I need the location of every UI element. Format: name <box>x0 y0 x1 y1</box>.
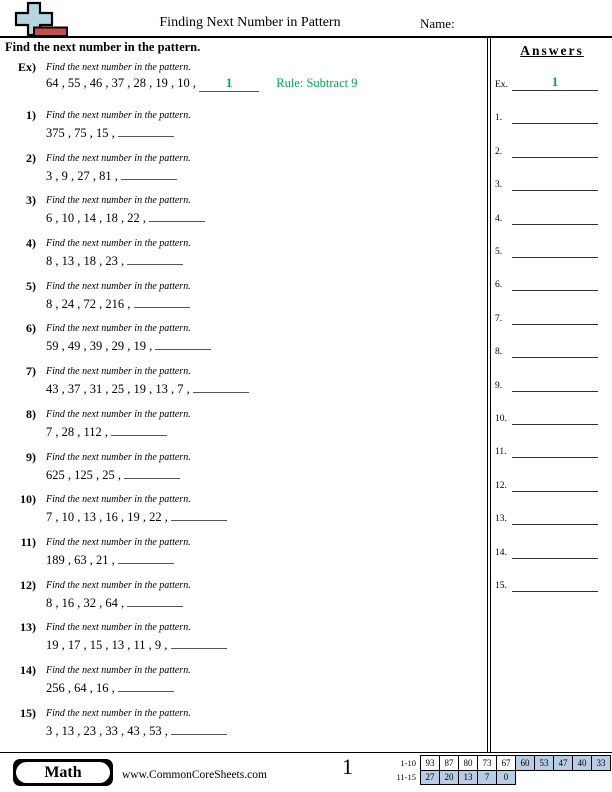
answer-row-label: 13. <box>495 514 507 525</box>
problem-number: 6) <box>26 321 36 336</box>
score-cell: 73 <box>478 756 497 771</box>
problem-item-8 <box>0 407 487 450</box>
example-sequence: 64 , 55 , 46 , 37 , 28 , 19 , 10 , <box>46 76 196 90</box>
problem-prompt: Find the next number in the pattern. <box>46 195 191 207</box>
answer-blank-14[interactable] <box>118 679 174 692</box>
score-cell: 87 <box>440 756 459 771</box>
problem-item-9 <box>0 450 487 493</box>
answer-blank-1[interactable] <box>118 124 174 137</box>
math-badge-label: Math <box>16 762 110 783</box>
answer-row-label: 11. <box>495 447 507 458</box>
answer-row-label: 2. <box>495 146 503 157</box>
problem-prompt: Find the next number in the pattern. <box>46 622 191 634</box>
answer-row-8 <box>495 340 598 358</box>
answer-row-label: 8. <box>495 347 503 358</box>
problem-sequence: 3 , 13 , 23 , 33 , 43 , 53 , <box>46 723 168 738</box>
problem-prompt: Find the next number in the pattern. <box>46 664 191 676</box>
score-row2-label: 11-15 <box>396 772 416 783</box>
score-cell: 20 <box>440 770 459 785</box>
score-cell: 40 <box>573 756 592 771</box>
problem-item-15 <box>0 706 487 749</box>
example-answer-blank[interactable]: 1 <box>199 76 259 92</box>
answer-blank-9[interactable] <box>124 466 180 479</box>
answers-divider <box>487 38 491 752</box>
problem-prompt: Find the next number in the pattern. <box>46 323 191 335</box>
answer-row-5 <box>495 240 598 258</box>
problem-list <box>0 60 487 748</box>
score-cell: 47 <box>554 756 573 771</box>
answer-row-label: 9. <box>495 380 503 391</box>
answer-row-9 <box>495 374 598 392</box>
answer-row-label: 14. <box>495 547 507 558</box>
problems-area <box>0 38 487 752</box>
page-header <box>0 0 612 38</box>
problem-number: 13) <box>20 620 36 635</box>
score-cell: 80 <box>459 756 478 771</box>
answer-row-label: 1. <box>495 113 503 124</box>
problem-sequence: 7 , 10 , 13 , 16 , 19 , 22 , <box>46 510 168 525</box>
page-title: Finding Next Number in Pattern <box>159 15 341 30</box>
problem-number: 15) <box>20 705 36 720</box>
score-cell: 7 <box>478 770 497 785</box>
score-cell: 27 <box>421 770 440 785</box>
answer-blank-8[interactable] <box>111 423 167 436</box>
answer-line-4[interactable] <box>512 207 598 225</box>
answer-line-15[interactable] <box>512 574 598 592</box>
problem-prompt: Find the next number in the pattern. <box>46 707 191 719</box>
problem-item-5 <box>0 279 487 322</box>
answer-row-label: 10. <box>495 414 507 424</box>
answer-row-10 <box>495 407 598 425</box>
answer-row-6 <box>495 273 598 291</box>
score-table <box>386 755 611 785</box>
problem-item-1 <box>0 108 487 151</box>
problem-sequence: 625 , 125 , 25 , <box>46 467 121 482</box>
problem-sequence: 6 , 10 , 14 , 18 , 22 , <box>46 211 146 226</box>
answer-blank-12[interactable] <box>127 594 183 607</box>
answer-row-label: 15. <box>495 581 507 591</box>
instruction-text: Find the next number in the pattern. <box>5 40 201 54</box>
page-number: 1 <box>342 754 353 779</box>
answer-row-label: 5. <box>495 247 503 257</box>
answers-heading: Answers <box>520 43 584 58</box>
problem-prompt: Find the next number in the pattern. <box>46 152 191 164</box>
problem-sequence: 59 , 49 , 39 , 29 , 19 , <box>46 339 153 354</box>
problem-number: 10) <box>20 492 36 507</box>
answer-blank-3[interactable] <box>149 209 205 222</box>
score-cell: 33 <box>592 756 611 771</box>
score-cell: 60 <box>516 756 535 771</box>
problem-item-6 <box>0 321 487 364</box>
problem-number: 7) <box>26 364 36 379</box>
answer-row-label: 4. <box>495 213 503 224</box>
answer-row-7 <box>495 307 598 325</box>
answer-line-3[interactable] <box>512 173 598 191</box>
problem-item-2 <box>0 151 487 194</box>
problem-item-3 <box>0 193 487 236</box>
answer-row-14 <box>495 541 598 559</box>
answer-blank-15[interactable] <box>171 722 227 735</box>
plus-eraser-icon <box>6 1 70 38</box>
website-link[interactable]: www.CommonCoreSheets.com <box>122 769 267 781</box>
problem-prompt: Find the next number in the pattern. <box>46 451 191 463</box>
problem-number: 4) <box>26 236 36 251</box>
problem-number: 5) <box>26 278 36 293</box>
example-rule: Rule: Subtract 9 <box>276 76 358 90</box>
score-cell: 53 <box>535 756 554 771</box>
answer-blank-13[interactable] <box>171 636 227 649</box>
page-footer <box>0 752 612 792</box>
problem-sequence: 8 , 24 , 72 , 216 , <box>46 296 131 311</box>
answer-blank-2[interactable] <box>121 167 177 180</box>
answer-row-11 <box>495 440 598 458</box>
problem-prompt: Find the next number in the pattern. <box>46 110 191 121</box>
answer-line-1[interactable] <box>512 106 598 124</box>
answer-blank-10[interactable] <box>171 508 227 521</box>
answer-row-12 <box>495 474 598 492</box>
problem-item-10 <box>0 492 487 535</box>
name-label: Name: <box>420 16 455 31</box>
answer-line-6[interactable] <box>512 273 598 291</box>
problem-number: 1) <box>26 108 36 122</box>
answer-line-12[interactable] <box>512 474 598 492</box>
math-badge <box>13 759 113 786</box>
answer-row-13 <box>495 507 598 525</box>
answer-line-7[interactable] <box>512 307 598 325</box>
problem-number: 12) <box>20 577 36 592</box>
answer-row-4 <box>495 207 598 225</box>
problem-prompt: Find the next number in the pattern. <box>46 536 191 548</box>
problem-number: 2) <box>26 150 36 165</box>
answer-line-10[interactable] <box>512 407 598 425</box>
score-cell: 0 <box>497 770 516 785</box>
score-cell: 67 <box>497 756 516 771</box>
problem-item-13 <box>0 620 487 663</box>
answer-line-13[interactable] <box>512 507 598 525</box>
answer-row-label: Ex. <box>495 80 508 90</box>
problem-prompt: Find the next number in the pattern. <box>46 366 191 378</box>
problem-item-7 <box>0 364 487 407</box>
answer-line-9[interactable] <box>512 374 598 392</box>
problem-number: 3) <box>26 193 36 208</box>
answer-row-15 <box>495 574 598 592</box>
answer-line-14[interactable] <box>512 541 598 559</box>
score-row1-label: 1-10 <box>400 757 416 768</box>
answer-row-1 <box>495 106 598 124</box>
problem-sequence: 19 , 17 , 15 , 13 , 11 , 9 , <box>46 638 168 653</box>
problem-number: 9) <box>26 449 36 464</box>
answer-row-label: 12. <box>495 480 507 491</box>
answer-line-5[interactable] <box>512 240 598 258</box>
problem-sequence: 256 , 64 , 16 , <box>46 680 115 695</box>
problem-sequence: 189 , 63 , 21 , <box>46 552 115 567</box>
problem-sequence: 375 , 75 , 15 , <box>46 126 115 140</box>
problem-prompt: Find the next number in the pattern. <box>46 408 191 420</box>
problem-sequence: 8 , 13 , 18 , 23 , <box>46 254 125 269</box>
answer-row-2 <box>495 140 598 158</box>
answer-line-8[interactable] <box>512 340 598 358</box>
answer-row-ex <box>495 73 598 91</box>
problem-item-14 <box>0 663 487 706</box>
problem-sequence: 7 , 28 , 112 , <box>46 424 109 439</box>
answer-blank-5[interactable] <box>134 295 190 308</box>
problem-sequence: 43 , 37 , 31 , 25 , 19 , 13 , 7 , <box>46 382 190 397</box>
problem-prompt: Find the next number in the pattern. <box>46 579 191 591</box>
answer-row-label: 6. <box>495 280 503 291</box>
problem-number: 14) <box>20 662 36 677</box>
answer-blank-4[interactable] <box>127 252 183 265</box>
example-item <box>0 60 487 108</box>
problem-prompt: Find the next number in the pattern. <box>46 238 191 250</box>
problem-sequence: 8 , 16 , 32 , 64 , <box>46 595 125 610</box>
answer-line-ex[interactable]: 1 <box>512 73 598 91</box>
problem-item-12 <box>0 578 487 621</box>
problem-sequence: 3 , 9 , 27 , 81 , <box>46 168 118 183</box>
answer-row-label: 3. <box>495 180 503 191</box>
score-cell: 93 <box>421 756 440 771</box>
answer-line-2[interactable] <box>512 140 598 158</box>
answers-panel <box>492 38 612 752</box>
answer-line-11[interactable] <box>512 440 598 458</box>
problem-number: 11) <box>20 534 36 549</box>
problem-prompt: Find the next number in the pattern. <box>46 280 191 292</box>
answer-blank-6[interactable] <box>155 337 211 350</box>
answer-blank-11[interactable] <box>118 551 174 564</box>
answer-blank-7[interactable] <box>193 380 249 393</box>
answer-row-3 <box>495 173 598 191</box>
problem-item-4 <box>0 236 487 279</box>
problem-prompt: Find the next number in the pattern. <box>46 494 191 506</box>
example-prompt: Find the next number in the pattern. <box>46 62 191 73</box>
example-label: Ex) <box>18 60 36 74</box>
problem-number: 8) <box>26 406 36 421</box>
problem-item-11 <box>0 535 487 578</box>
score-cell: 13 <box>459 770 478 785</box>
answer-row-label: 7. <box>495 313 503 324</box>
